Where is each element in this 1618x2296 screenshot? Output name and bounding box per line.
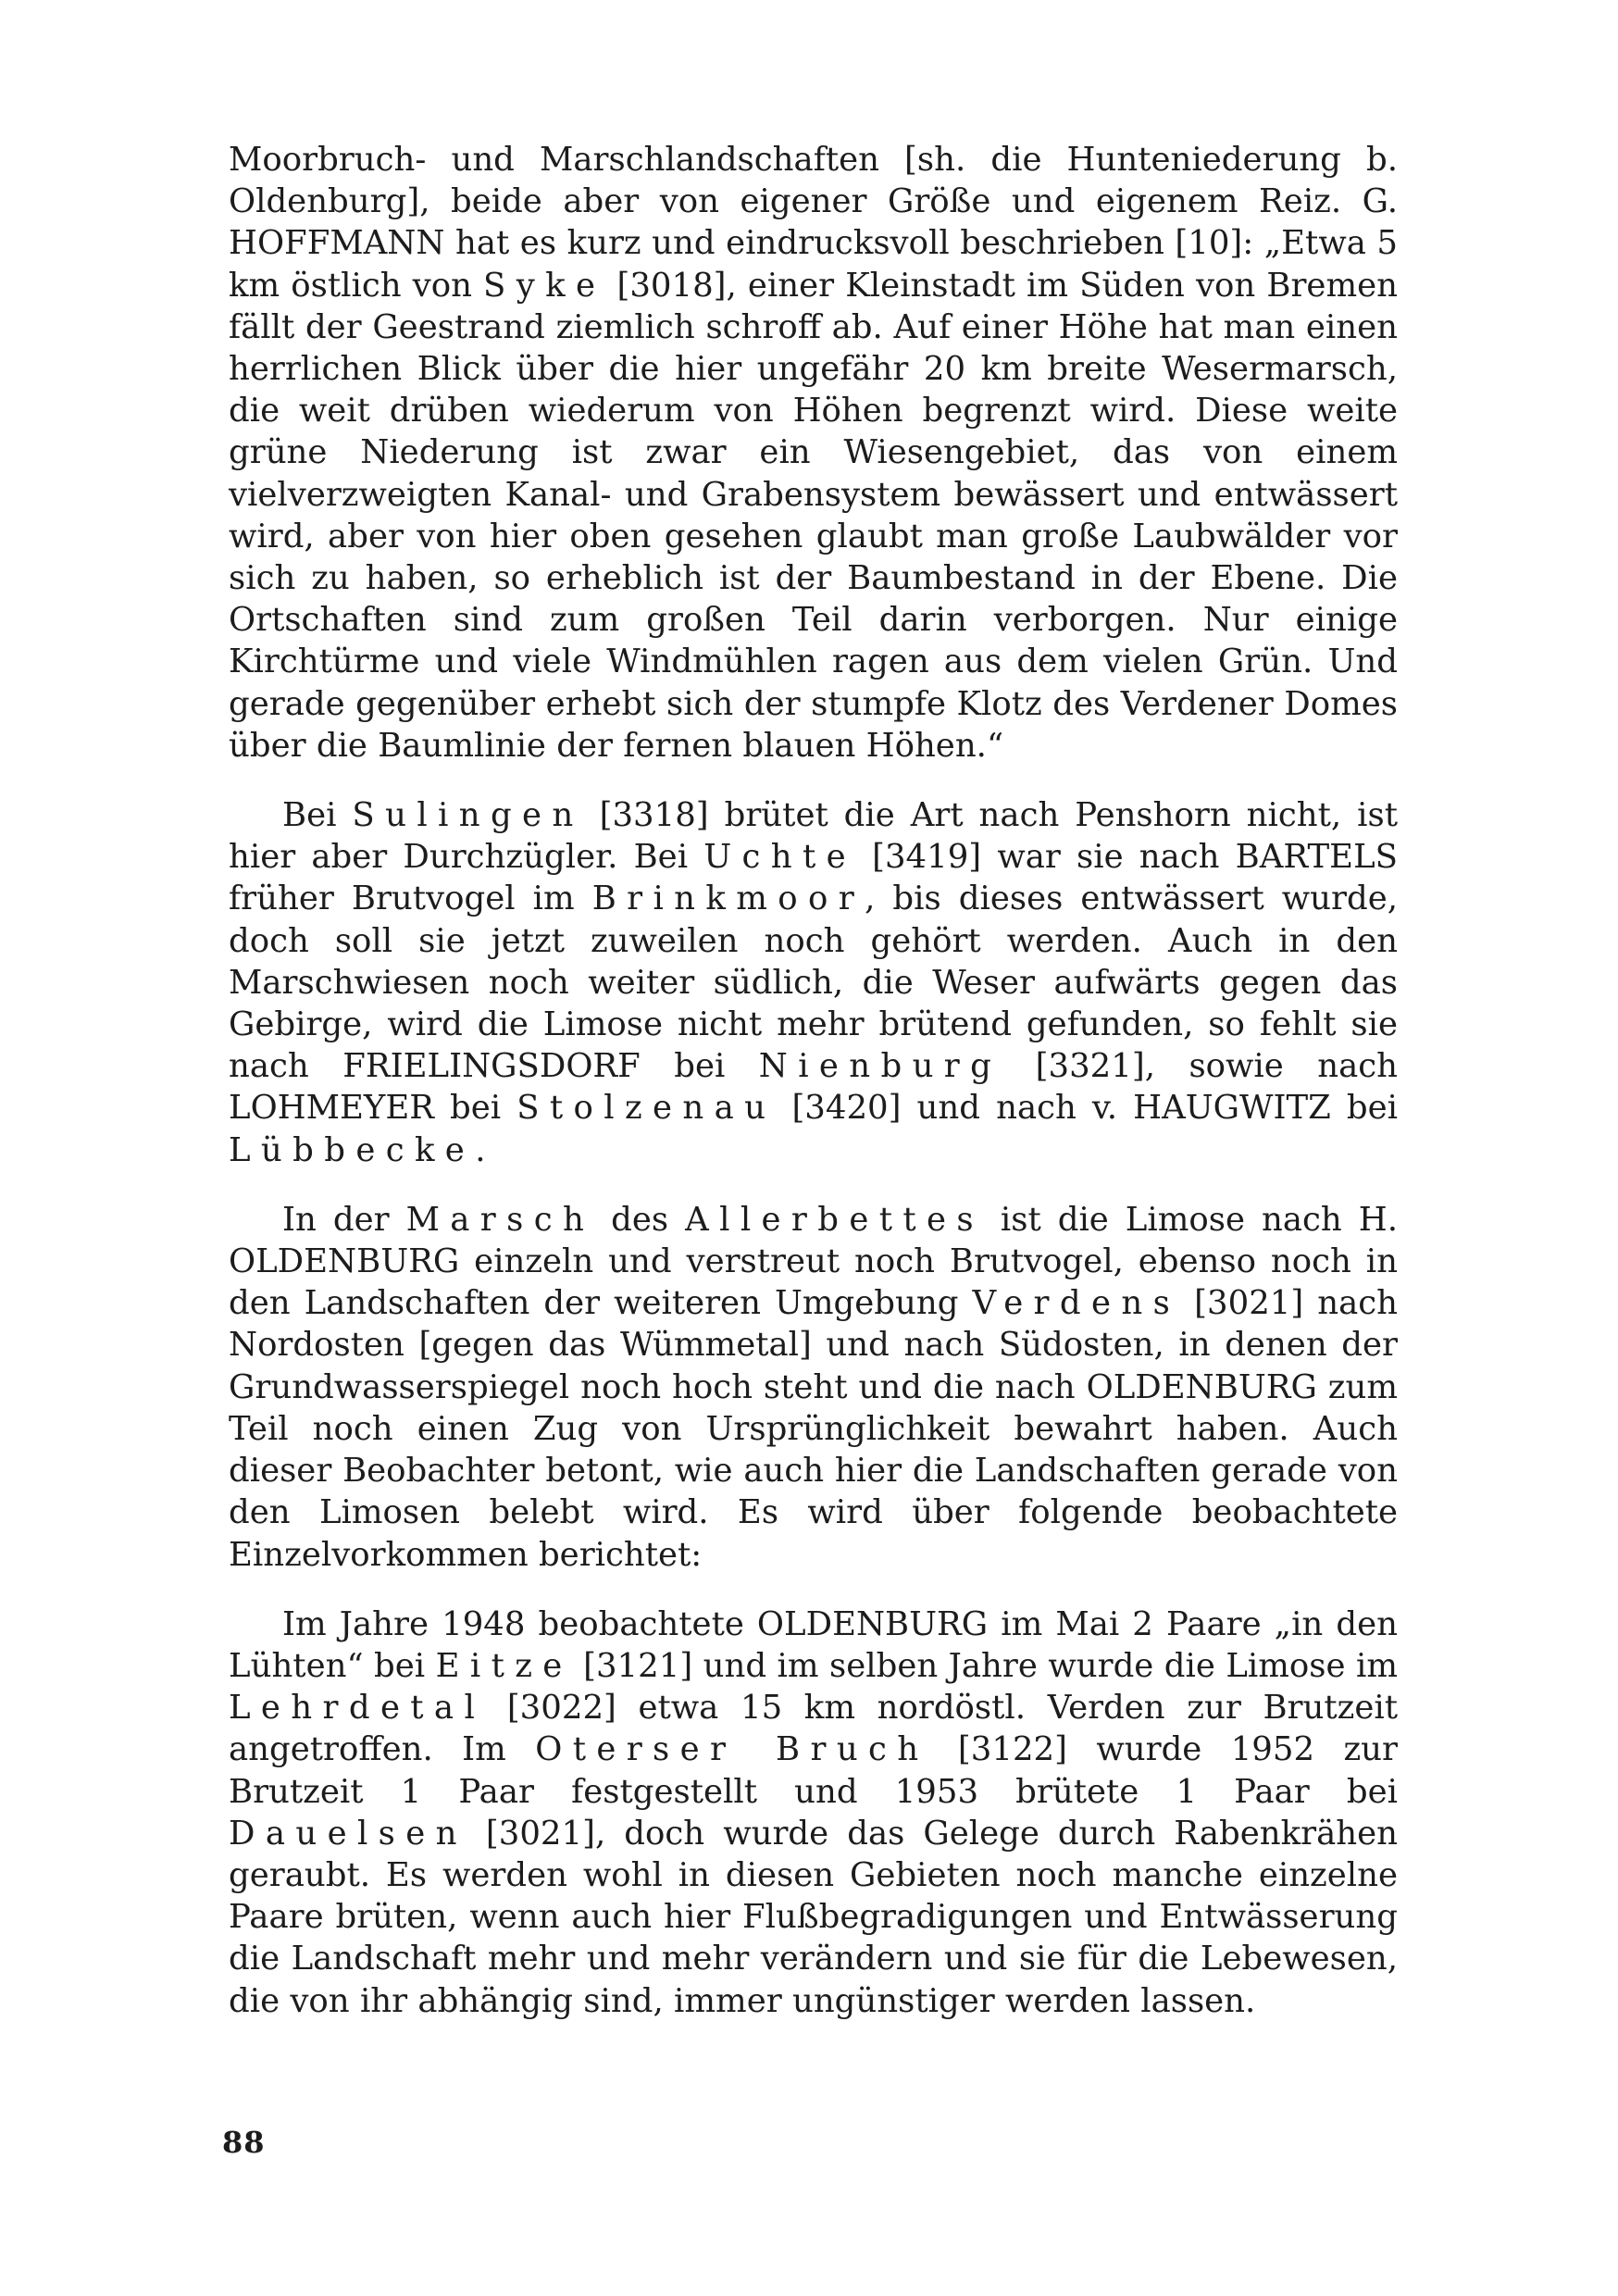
text-segment: Bei: [282, 796, 353, 835]
spaced-place-name: Stolzenau: [517, 1089, 777, 1128]
spaced-place-name: Oterser Bruch: [535, 1730, 929, 1769]
paragraph-1: [229, 139, 1398, 767]
text-segment: ist die Limose nach H. OLDENBURG einzeln und verstreut noch Brutvogel, ebenso noch in den Landschaften der weiteren Umgebung: [229, 1200, 1398, 1323]
text-segment: [3420] und nach v. HAUGWITZ bei: [776, 1089, 1399, 1128]
spaced-place-name: Eitze: [435, 1646, 573, 1685]
page-number: 88: [222, 2125, 266, 2160]
spaced-place-name: Sulingen: [352, 796, 584, 835]
text-segment: des: [594, 1200, 686, 1239]
text-segment: In der: [282, 1200, 406, 1239]
paragraph-2: [229, 794, 1398, 1171]
spaced-place-name: Lehrdetal: [229, 1689, 486, 1728]
text-segment: [3122] wurde 1952 zur Brutzeit 1 Paar festgestellt und 1953 brütete 1 Paar bei: [229, 1730, 1398, 1811]
spaced-place-name: Verdens: [972, 1284, 1181, 1323]
spaced-place-name: Uchte: [703, 838, 856, 877]
page-body: [229, 139, 1398, 2022]
text-segment: [3419] war sie nach BARTELS früher Brutvogel im: [229, 838, 1398, 918]
text-segment: [3018], einer Kleinstadt im Süden von Bremen fällt der Geestrand ziemlich schroff ab. Auf einer Höhe hat man einen herrlichen Blick über die hier ungefähr 20 km breite Wesermarsch, die weit drüben wiederum von Höhen begrenzt wird. Diese weite grüne Niederung ist zwar ein Wiesengebiet, das von einem vielverzweigten Kanal- und Grabensystem bewässert und entwässert wird, aber von hier oben gesehen glaubt man große Laubwälder vor sich zu haben, so erheblich ist der Baumbestand in der Ebene. Die Ortschaften sind zum großen Teil darin verborgen. Nur einige Kirchtürme und viele Windmühlen ragen aus dem vielen Grün. Und gerade gegenüber erhebt sich der stumpfe Klotz des Verdener Domes über die Baumlinie der fernen blauen Höhen.“: [229, 266, 1398, 765]
spaced-place-name: Allerbettes: [685, 1200, 984, 1239]
text-segment: Moorbruch- und Marschlandschaften [sh. die Hunteniederung b. Oldenburg], beide aber von eigener Größe und eigenem Reiz. G. HOFFMANN hat es kurz und eindrucksvoll beschrieben [10]: „Etwa 5 km östlich von: [229, 141, 1398, 305]
spaced-place-name: Marsch: [405, 1200, 595, 1239]
spaced-place-name: Dauelsen: [229, 1814, 467, 1853]
text-segment: [3022] etwa 15 km nordöstl. Verden zur Brutzeit angetroffen. Im: [229, 1689, 1398, 1769]
text-segment: [3121] und im selben Jahre wurde die Limose im: [572, 1646, 1398, 1685]
paragraph-3: [229, 1199, 1398, 1576]
text-segment: [3318] brütet die Art nach Penshorn nicht, ist hier aber Durchzügler. Bei: [229, 796, 1398, 877]
text-segment: [3021] nach Nordosten [gegen das Wümmetal] und nach Südosten, in denen der Grundwasserspiegel noch hoch steht und die nach OLDENBURG zum Teil noch einen Zug von Ursprünglichkeit bewahrt haben. Auch dieser Beobachter betont, wie auch hier die Landschaften gerade von den Limosen belebt wird. Es wird über folgende beobachtete Einzelvorkommen berichtet:: [229, 1284, 1398, 1574]
spaced-place-name: Brinkmoor: [591, 880, 865, 918]
spaced-place-name: Lübbecke: [229, 1130, 476, 1169]
text-segment: [3321], sowie nach LOHMEYER bei: [229, 1047, 1398, 1128]
text-segment: , bis dieses entwässert wurde, doch soll sie jetzt zuweilen noch gehört werden. Auch in den Marschwiesen noch weiter südlich, die Weser aufwärts gegen das Gebirge, wird die Limose nicht mehr brütend gefunden, so fehlt sie nach FRIELINGSDORF bei: [229, 880, 1399, 1086]
spaced-place-name: Syke: [483, 266, 606, 305]
text-segment: .: [475, 1130, 486, 1169]
text-segment: [3021], doch wurde das Gelege durch Rabenkrähen geraubt. Es werden wohl in diesen Gebieten noch manche einzelne Paare brüten, wenn auch hier Flußbegradigungen und Entwässerung die Landschaft mehr und mehr verändern und sie für die Lebewesen, die von ihr abhängig sind, immer ungünstiger werden lassen.: [229, 1814, 1398, 2020]
paragraph-4: [229, 1603, 1398, 2022]
spaced-place-name: Nienburg: [758, 1047, 1002, 1086]
text-segment: Im Jahre 1948 beobachtete OLDENBURG im Mai 2 Paare „in den Lühten“ bei: [229, 1604, 1398, 1685]
